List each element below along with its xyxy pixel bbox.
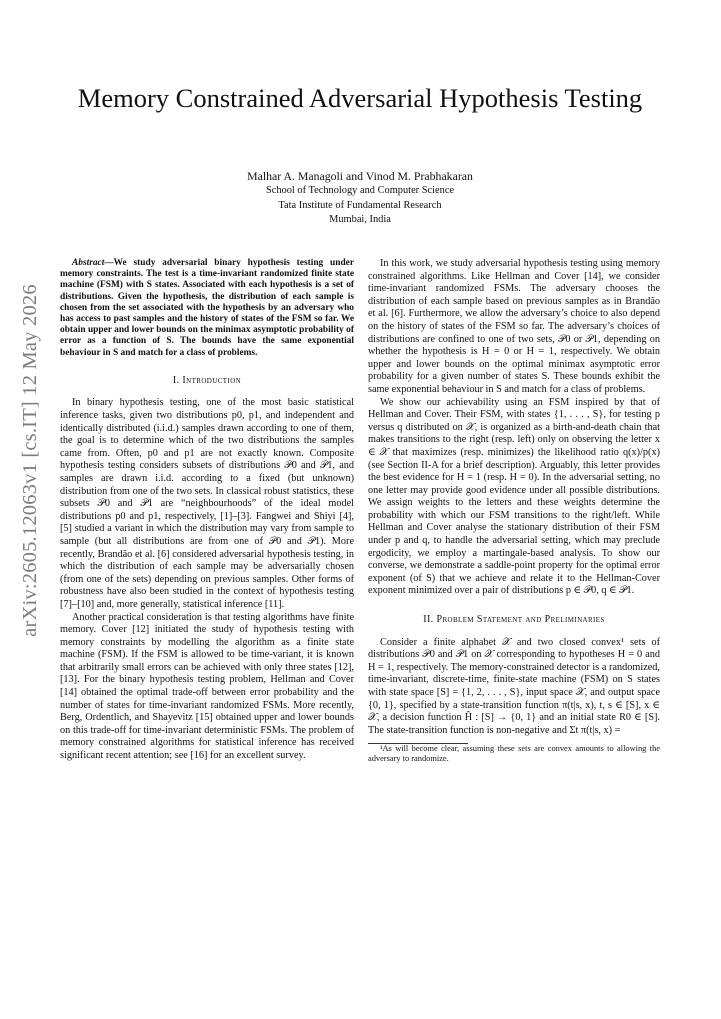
abstract <box>60 258 354 359</box>
arxiv-id[interactable]: arXiv:2605.12063v1 [cs.IT] 12 May 2026 <box>18 283 41 637</box>
problem-statement-paragraph-1: Consider a finite alphabet 𝒳 and two closed convex¹ sets of distributions 𝒫0 and 𝒫1 on 𝒳 corresponding to hypotheses H = 0 and H = 1, respectively. The memory-constrained detector is a randomized, time-invariant, discrete-time, finite-state machine (FSM) on S states with state space [S] = {1, 2, . . . , S}, input space 𝒳, and output space {0, 1}, specified by a state-transition function π(t|s, x), t, s ∈ [S], x ∈ 𝒳, a decision function Ĥ : [S] → {0, 1} and an initial state R0 ∈ [S]. The state-transition function is non-negative and Σt π(t|s, x) = <box>368 636 660 736</box>
intro-paragraph-4: We show our achievability using an FSM inspired by that of Hellman and Cover. Their FSM, with states {1, . . . , S}, for testing p versus q distributed on 𝒳, is organized as a birth-and-death chain that makes transitions to the right (resp. left) only on observing the letter x ∈ 𝒳 that maximizes (resp. minimizes) the likelihood ratio q(x)/p(x) (see Section II-A for a brief description). Arguably, this letter provides the best evidence for H = 1 (resp. H = 0). In the adversarial setting, no one letter may provide good evidence under all possible distributions. We assign weights to the letters and these weights determine the probability with which our FSM transitions to the right/left. While Hellman and Cover analyse the stationary distribution of their FSM under p and q, to handle the adversarial setting, which may preclude ergodicity, we employ a martingale-based analysis. To show our converse, we demonstrate a saddle-point property for the optimal error exponent (of S) that we achieve and relate it to the Hellman-Cover exponent minimized over a pair of distributions p ∈ 𝒫0, q ∈ 𝒫1. <box>368 396 660 597</box>
author-names: Malhar A. Managoli and Vinod M. Prabhakaran <box>247 169 473 183</box>
author-block <box>60 168 660 228</box>
left-column <box>60 258 354 763</box>
section-heading-introduction: I. Introduction <box>172 374 242 386</box>
intro-paragraph-2: Another practical consideration is that testing algorithms have finite memory. Cover [12] initiated the study of hypothesis testing with memory constraints by modelling the algorithm as a finite state machine (FSM). If the FSM is allowed to be time-variant, it is known that arbitrarily small errors can be achieved with only three states [12], [13]. For the binary hypothesis testing problem, Hellman and Cover [14] obtained the optimal trade-off between error probability and the number of states for time-invariant randomized FSMs. More recently, Berg, Ordentlich, and Shayevitz [15] obtained upper and lower bounds on this trade-off for time-invariant deterministic FSMs. The problem of memory constrained algorithms for statistical inference has received significant recent attention; see [16] for an excellent survey. <box>60 611 354 762</box>
abstract-label: Abstract <box>72 258 105 268</box>
affiliation-institute: Tata Institute of Fundamental Research <box>278 199 442 211</box>
paper-title: Memory Constrained Adversarial Hypothesis Testing <box>77 83 643 113</box>
arxiv-stamp <box>8 260 52 660</box>
section-heading-problem-statement: II. Problem Statement and Preliminaries <box>423 614 605 626</box>
affiliation-city: Mumbai, India <box>329 214 391 225</box>
intro-paragraph-1: In binary hypothesis testing, one of the most basic statistical inference tasks, given two distributions p0, p1, and independent and identically distributed (i.i.d.) samples drawn according to one of them, the goal is to determine which of the two distributions the samples came from. Often, p0 and p1 are not exactly known. Composite hypothesis testing considers subsets of distributions 𝒫0 and 𝒫1, and samples are drawn i.i.d. according to a fixed (but unknown) distribution from one of the two sets. In classical robust statistics, these subsets 𝒫0 and 𝒫1 are “neighbourhoods” of the ideal model distributions p0 and p1, respectively, [1]–[3]. Fangwei and Shiyi [4], [5] studied a variant in which the distribution may vary from sample to sample (but all distributions are from one of 𝒫0 and 𝒫1). More recently, Brandão et al. [6] considered adversarial hypothesis testing, in which the distribution of each sample may be adversarially chosen (from one of the sets) depending on previous samples. Other forms of robustness have also been studied in the context of hypothesis testing [7]–[10] and, more generally, statistical inference [11]. <box>60 397 354 610</box>
abstract-text: —We study adversarial binary hypothesis testing under memory constraints. The test is a time-invariant randomized finite state machine (FSM) with S states. Associated with each hypothesis is a set of distributions. Given the hypothesis, the distribution of each sample is chosen from the set associated with the hypothesis by an adversary who has access to past samples and the history of states of the FSM so far. We obtain upper and lower bounds on the minimax asymptotic probability of error as a function of S. The bounds have the same exponential behaviour in S and match for a class of problems. <box>60 258 354 358</box>
affiliation-school: School of Technology and Computer Science <box>265 185 455 196</box>
footnote: ¹As will become clear, assuming these sets are convex amounts to allowing the adversary to randomize. <box>368 744 660 764</box>
intro-paragraph-3: In this work, we study adversarial hypothesis testing using memory constrained algorithms. Like Hellman and Cover [14], we consider time-invariant randomized FSMs. The adversary chooses the distribution of each sample based on previous samples as in Brandão et al. [6]. Furthermore, we allow the adversary’s choice to also depend on the history of states of the FSM so far. The adversary’s choices of distributions are confined to one of two sets, 𝒫0 or 𝒫1, depending on whether the hypothesis is H = 0 or H = 1, respectively. We obtain upper and lower bounds on the optimal minimax asymptotic error probability for a given number of states S. These bounds exhibit the same exponential behaviour in S and match for a class of problems. <box>368 258 660 395</box>
right-column <box>368 258 660 764</box>
